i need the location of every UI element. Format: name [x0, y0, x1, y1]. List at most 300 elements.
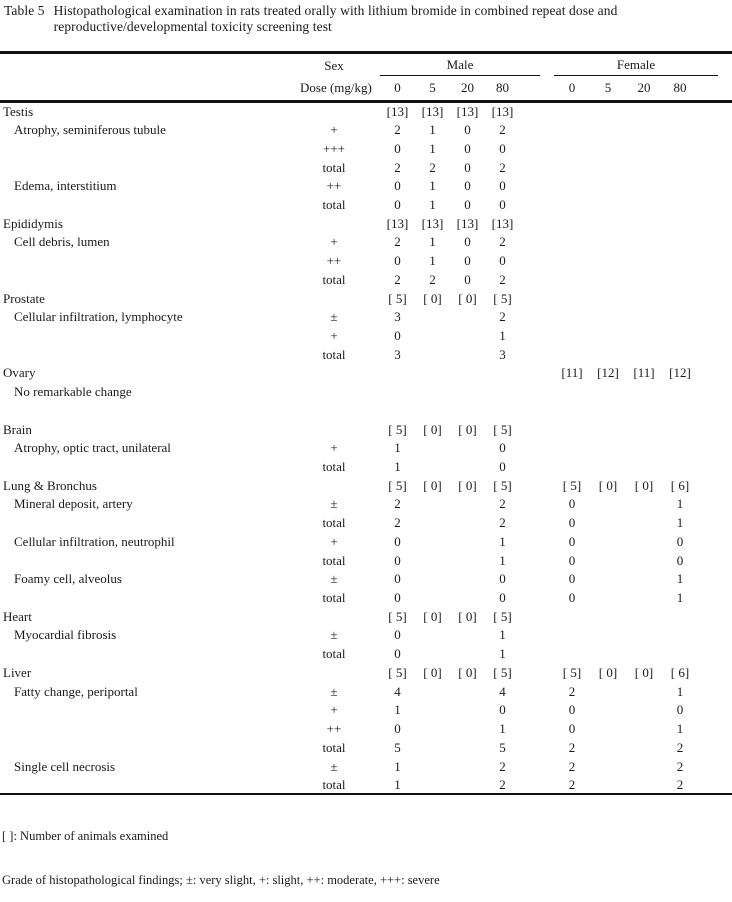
- spacer-cell: [718, 289, 732, 308]
- spacer-cell: [698, 233, 718, 252]
- male-value-cell: 0: [394, 196, 401, 212]
- spacer-cell: [698, 307, 718, 326]
- spacer-cell: [540, 195, 554, 214]
- grade-cell: ±: [330, 758, 338, 774]
- female-value-cell: [590, 158, 626, 177]
- female-value-cell: [662, 233, 698, 252]
- female-value-cell: [590, 139, 626, 158]
- spacer-cell: [520, 382, 540, 401]
- female-value-cell: [554, 644, 590, 663]
- female-value-cell: [590, 588, 626, 607]
- female-value-cell: [626, 401, 662, 420]
- male-value-cell: 0: [394, 552, 401, 568]
- male-value-cell: 2: [499, 515, 506, 531]
- grade-cell: ±: [330, 627, 338, 643]
- table-row: [0, 214, 732, 233]
- spacer-cell: [520, 158, 540, 177]
- spacer-cell: [520, 719, 540, 738]
- spacer-cell: [520, 307, 540, 326]
- male-value-cell: [450, 719, 485, 738]
- female-value-cell: [662, 307, 698, 326]
- spacer-cell: [698, 345, 718, 364]
- spacer-cell: [540, 307, 554, 326]
- table-row: [0, 345, 732, 364]
- male-value-cell: [415, 326, 450, 345]
- female-value-cell: 0: [568, 552, 576, 568]
- male-value-cell: [485, 401, 520, 420]
- male-value-cell: [415, 588, 450, 607]
- male-value-cell: [ 5]: [388, 290, 407, 306]
- spacer-cell: [520, 401, 540, 420]
- spacer-cell: [718, 532, 732, 551]
- footnotes: [2, 800, 440, 902]
- spacer-cell: [368, 607, 380, 626]
- grade-cell: total: [322, 196, 346, 212]
- spacer-cell: [368, 158, 380, 177]
- table-row: [0, 532, 732, 551]
- male-value-cell: [ 5]: [388, 477, 407, 493]
- grade-cell: total: [322, 515, 346, 531]
- female-value-cell: [626, 120, 662, 139]
- header-spacer: [0, 53, 300, 76]
- spacer-cell: [718, 607, 732, 626]
- spacer-cell: [368, 120, 380, 139]
- spacer-cell: [698, 401, 718, 420]
- female-value-cell: [590, 719, 626, 738]
- male-value-cell: 1: [429, 234, 436, 250]
- male-value-cell: 0: [394, 178, 401, 194]
- spacer-cell: [698, 326, 718, 345]
- male-value-cell: 1: [394, 758, 401, 774]
- header-spacer: [540, 53, 554, 76]
- female-value-cell: 2: [568, 758, 576, 774]
- row-label: [0, 719, 300, 738]
- spacer-cell: [698, 270, 718, 289]
- male-value-cell: [415, 495, 450, 514]
- female-value-cell: [662, 345, 698, 364]
- male-value-cell: 1: [499, 627, 506, 643]
- male-value-cell: [13]: [386, 104, 409, 120]
- male-value-cell: [450, 644, 485, 663]
- male-value-cell: 1: [429, 178, 436, 194]
- spacer-cell: [698, 214, 718, 233]
- grade-cell: +: [330, 122, 338, 138]
- male-value-cell: 2: [394, 234, 401, 250]
- male-value-cell: [415, 513, 450, 532]
- female-value-cell: 2: [676, 776, 684, 792]
- spacer-cell: [718, 663, 732, 682]
- male-value-cell: 5: [499, 739, 506, 755]
- female-value-cell: [590, 233, 626, 252]
- female-value-cell: [662, 139, 698, 158]
- spacer-cell: [520, 139, 540, 158]
- female-value-cell: [590, 102, 626, 121]
- female-value-cell: [590, 738, 626, 757]
- male-value-cell: [415, 532, 450, 551]
- table-row: [0, 251, 732, 270]
- female-value-cell: [626, 775, 662, 794]
- spacer-cell: [540, 532, 554, 551]
- spacer-cell: [520, 757, 540, 776]
- female-value-cell: [662, 214, 698, 233]
- spacer-cell: [368, 719, 380, 738]
- row-label: Heart: [3, 608, 32, 624]
- female-value-cell: [590, 438, 626, 457]
- female-value-cell: [590, 757, 626, 776]
- row-label: Testis: [3, 104, 34, 120]
- male-value-cell: 0: [499, 140, 506, 156]
- spacer-cell: [368, 307, 380, 326]
- spacer-cell: [698, 495, 718, 514]
- grade-cell: +: [330, 327, 338, 343]
- female-value-cell: [662, 176, 698, 195]
- spacer-cell: [718, 644, 732, 663]
- male-value-cell: 0: [499, 178, 506, 194]
- female-value-cell: [590, 214, 626, 233]
- spacer-cell: [520, 701, 540, 720]
- table-row: [0, 102, 732, 121]
- spacer-cell: [368, 382, 380, 401]
- male-value-cell: [380, 364, 415, 383]
- grade-cell: ±: [330, 683, 338, 699]
- male-value-cell: 0: [464, 178, 471, 194]
- male-value-cell: [450, 364, 485, 383]
- table-row: [0, 438, 732, 457]
- table-row: [0, 607, 732, 626]
- female-value-cell: [662, 251, 698, 270]
- spacer-cell: [540, 775, 554, 794]
- histopathology-table: [0, 51, 732, 795]
- spacer-cell: [540, 102, 554, 121]
- spacer-cell: [540, 401, 554, 420]
- female-value-cell: [662, 420, 698, 439]
- grade-cell: total: [322, 776, 346, 792]
- grade-cell: ±: [330, 309, 338, 325]
- female-value-cell: [590, 701, 626, 720]
- grade-cell: [300, 102, 368, 121]
- spacer-cell: [718, 495, 732, 514]
- female-value-cell: 0: [568, 721, 576, 737]
- female-value-cell: 0: [676, 552, 684, 568]
- spacer-cell: [520, 270, 540, 289]
- male-value-cell: [450, 382, 485, 401]
- spacer-cell: [540, 233, 554, 252]
- spacer-cell: [698, 382, 718, 401]
- male-value-cell: [450, 757, 485, 776]
- spacer-cell: [540, 626, 554, 645]
- grade-cell: ++: [326, 721, 342, 737]
- male-value-cell: 1: [429, 253, 436, 269]
- female-value-cell: [626, 569, 662, 588]
- row-label: Ovary: [3, 365, 36, 381]
- male-value-cell: 0: [394, 533, 401, 549]
- female-value-cell: [662, 326, 698, 345]
- spacer-cell: [718, 214, 732, 233]
- female-value-cell: [590, 307, 626, 326]
- male-value-cell: 1: [499, 533, 506, 549]
- spacer-cell: [368, 738, 380, 757]
- row-label: Mineral deposit, artery: [14, 496, 133, 512]
- row-label: [0, 644, 300, 663]
- female-value-cell: [590, 569, 626, 588]
- male-value-cell: [415, 438, 450, 457]
- female-value-cell: 1: [676, 721, 684, 737]
- row-label: [0, 775, 300, 794]
- male-value-cell: 0: [499, 253, 506, 269]
- female-value-cell: [12]: [669, 365, 691, 381]
- table-row: [0, 663, 732, 682]
- female-value-cell: [626, 701, 662, 720]
- spacer-cell: [368, 214, 380, 233]
- male-dose-0: 0: [394, 80, 401, 95]
- male-value-cell: 0: [499, 702, 506, 718]
- row-label: Fatty change, periportal: [14, 683, 138, 699]
- female-value-cell: 0: [568, 496, 576, 512]
- grade-cell: [300, 401, 368, 420]
- female-value-cell: [626, 158, 662, 177]
- male-value-cell: 0: [394, 590, 401, 606]
- male-value-cell: [485, 382, 520, 401]
- table-row: [0, 738, 732, 757]
- male-value-cell: 0: [464, 159, 471, 175]
- spacer-cell: [698, 195, 718, 214]
- spacer-cell: [698, 551, 718, 570]
- female-value-cell: [626, 682, 662, 701]
- female-value-cell: [662, 158, 698, 177]
- male-value-cell: [ 5]: [493, 664, 512, 680]
- table-row: [0, 233, 732, 252]
- male-value-cell: [450, 326, 485, 345]
- female-value-cell: [662, 401, 698, 420]
- spacer-cell: [698, 102, 718, 121]
- spacer-cell: [540, 120, 554, 139]
- sex-label: Sex: [324, 57, 344, 73]
- spacer-cell: [368, 757, 380, 776]
- spacer-cell: [698, 438, 718, 457]
- spacer-cell: [520, 513, 540, 532]
- row-label: Myocardial fibrosis: [14, 627, 117, 643]
- female-value-cell: [626, 644, 662, 663]
- spacer-cell: [368, 626, 380, 645]
- table-header: [0, 53, 732, 102]
- male-value-cell: 2: [394, 496, 401, 512]
- spacer-cell: [718, 757, 732, 776]
- table-row: [0, 551, 732, 570]
- male-value-cell: [415, 307, 450, 326]
- male-value-cell: 2: [394, 122, 401, 138]
- female-value-cell: [662, 382, 698, 401]
- table-body: [0, 102, 732, 795]
- spacer-cell: [718, 438, 732, 457]
- footnote-grade-legend: Grade of histopathological findings; ±: very slight, +: slight, ++: moderate, +++: severe: [2, 872, 440, 887]
- male-value-cell: [ 0]: [458, 664, 477, 680]
- female-value-cell: [590, 120, 626, 139]
- female-value-cell: [590, 607, 626, 626]
- female-dose-80: 80: [673, 80, 687, 95]
- male-value-cell: 2: [499, 234, 506, 250]
- row-label: Cellular infiltration, lymphocyte: [14, 309, 183, 325]
- spacer-cell: [540, 420, 554, 439]
- spacer-cell: [520, 476, 540, 495]
- male-value-cell: 0: [499, 196, 506, 212]
- male-value-cell: 0: [394, 140, 401, 156]
- female-value-cell: [590, 420, 626, 439]
- spacer-cell: [718, 682, 732, 701]
- spacer-cell: [718, 139, 732, 158]
- male-value-cell: 1: [499, 552, 506, 568]
- spacer-cell: [368, 438, 380, 457]
- spacer-cell: [718, 551, 732, 570]
- male-value-cell: [13]: [456, 215, 479, 231]
- row-label: [0, 738, 300, 757]
- caption-line-1: Histopathological examination in rats treated orally with lithium bromide in combined repeat dose and: [53, 3, 618, 18]
- spacer-cell: [520, 663, 540, 682]
- row-label: Foamy cell, alveolus: [14, 571, 122, 587]
- header-spacer: [718, 76, 732, 102]
- male-value-cell: [415, 401, 450, 420]
- male-value-cell: [13]: [491, 104, 514, 120]
- female-value-cell: [590, 289, 626, 308]
- male-value-cell: [415, 626, 450, 645]
- female-value-cell: [626, 270, 662, 289]
- grade-cell: ±: [330, 496, 338, 512]
- male-value-cell: [450, 345, 485, 364]
- table-row: [0, 626, 732, 645]
- spacer-cell: [698, 588, 718, 607]
- spacer-cell: [540, 551, 554, 570]
- table-row: [0, 513, 732, 532]
- header-spacer: [718, 53, 732, 76]
- male-value-cell: [450, 401, 485, 420]
- row-label: Brain: [3, 421, 32, 437]
- spacer-cell: [520, 682, 540, 701]
- female-value-cell: [554, 139, 590, 158]
- male-value-cell: 0: [464, 253, 471, 269]
- female-value-cell: [662, 607, 698, 626]
- male-value-cell: 2: [394, 271, 401, 287]
- table-row: [0, 457, 732, 476]
- table-row: [0, 270, 732, 289]
- spacer-cell: [540, 513, 554, 532]
- female-value-cell: [662, 438, 698, 457]
- male-value-cell: [450, 775, 485, 794]
- female-value-cell: [ 5]: [562, 477, 582, 493]
- male-value-cell: 1: [394, 776, 401, 792]
- male-value-cell: 2: [429, 271, 436, 287]
- spacer-cell: [540, 682, 554, 701]
- spacer-cell: [368, 289, 380, 308]
- female-value-cell: [662, 270, 698, 289]
- male-value-cell: 1: [394, 702, 401, 718]
- table-row: [0, 307, 732, 326]
- spacer-cell: [718, 457, 732, 476]
- spacer-cell: [698, 775, 718, 794]
- female-value-cell: [554, 401, 590, 420]
- female-value-cell: [590, 513, 626, 532]
- male-value-cell: 3: [499, 346, 506, 362]
- female-value-cell: 1: [676, 571, 684, 587]
- row-label: Atrophy, optic tract, unilateral: [14, 440, 171, 456]
- spacer-cell: [698, 420, 718, 439]
- female-value-cell: [554, 382, 590, 401]
- spacer-cell: [698, 251, 718, 270]
- male-value-cell: 1: [394, 440, 401, 456]
- spacer-cell: [368, 364, 380, 383]
- male-value-cell: 2: [499, 309, 506, 325]
- table-row: [0, 775, 732, 794]
- spacer-cell: [368, 326, 380, 345]
- spacer-cell: [368, 495, 380, 514]
- spacer-cell: [368, 701, 380, 720]
- male-value-cell: 1: [429, 196, 436, 212]
- male-value-cell: 0: [464, 140, 471, 156]
- spacer-cell: [718, 345, 732, 364]
- female-value-cell: [ 0]: [634, 664, 654, 680]
- spacer-cell: [698, 139, 718, 158]
- grade-cell: +: [330, 234, 338, 250]
- table-row: [0, 719, 732, 738]
- row-label: [0, 551, 300, 570]
- female-value-cell: [662, 644, 698, 663]
- female-value-cell: [590, 551, 626, 570]
- spacer-cell: [368, 513, 380, 532]
- male-value-cell: [ 0]: [423, 664, 442, 680]
- female-value-cell: [554, 626, 590, 645]
- male-value-cell: [415, 682, 450, 701]
- spacer-cell: [698, 626, 718, 645]
- row-label: Single cell necrosis: [14, 758, 116, 774]
- female-value-cell: [626, 251, 662, 270]
- male-value-cell: 2: [394, 159, 401, 175]
- spacer-cell: [368, 644, 380, 663]
- female-value-cell: 0: [568, 571, 576, 587]
- header-spacer: [540, 76, 554, 102]
- table-row: [0, 588, 732, 607]
- row-label: [0, 701, 300, 720]
- female-value-cell: [626, 176, 662, 195]
- row-label: [0, 588, 300, 607]
- header-spacer: [698, 76, 718, 102]
- male-value-cell: [415, 382, 450, 401]
- female-value-cell: [626, 457, 662, 476]
- male-dose-80: 80: [496, 80, 509, 95]
- male-value-cell: 1: [429, 122, 436, 138]
- row-label: Edema, interstitium: [14, 178, 117, 194]
- table-row: [0, 326, 732, 345]
- spacer-cell: [520, 345, 540, 364]
- table-row: [0, 401, 732, 420]
- grade-cell: total: [322, 159, 346, 175]
- grade-cell: [300, 382, 368, 401]
- spacer-cell: [368, 233, 380, 252]
- female-group-header: Female: [554, 53, 718, 76]
- spacer-cell: [520, 214, 540, 233]
- grade-cell: [300, 289, 368, 308]
- grade-cell: ±: [330, 571, 338, 587]
- female-value-cell: [662, 457, 698, 476]
- spacer-cell: [718, 775, 732, 794]
- spacer-cell: [540, 663, 554, 682]
- female-value-cell: [626, 382, 662, 401]
- spacer-cell: [718, 120, 732, 139]
- spacer-cell: [718, 382, 732, 401]
- spacer-cell: [368, 588, 380, 607]
- spacer-cell: [698, 738, 718, 757]
- male-value-cell: [13]: [421, 215, 444, 231]
- male-value-cell: 2: [394, 515, 401, 531]
- spacer-cell: [718, 364, 732, 383]
- male-value-cell: 0: [464, 196, 471, 212]
